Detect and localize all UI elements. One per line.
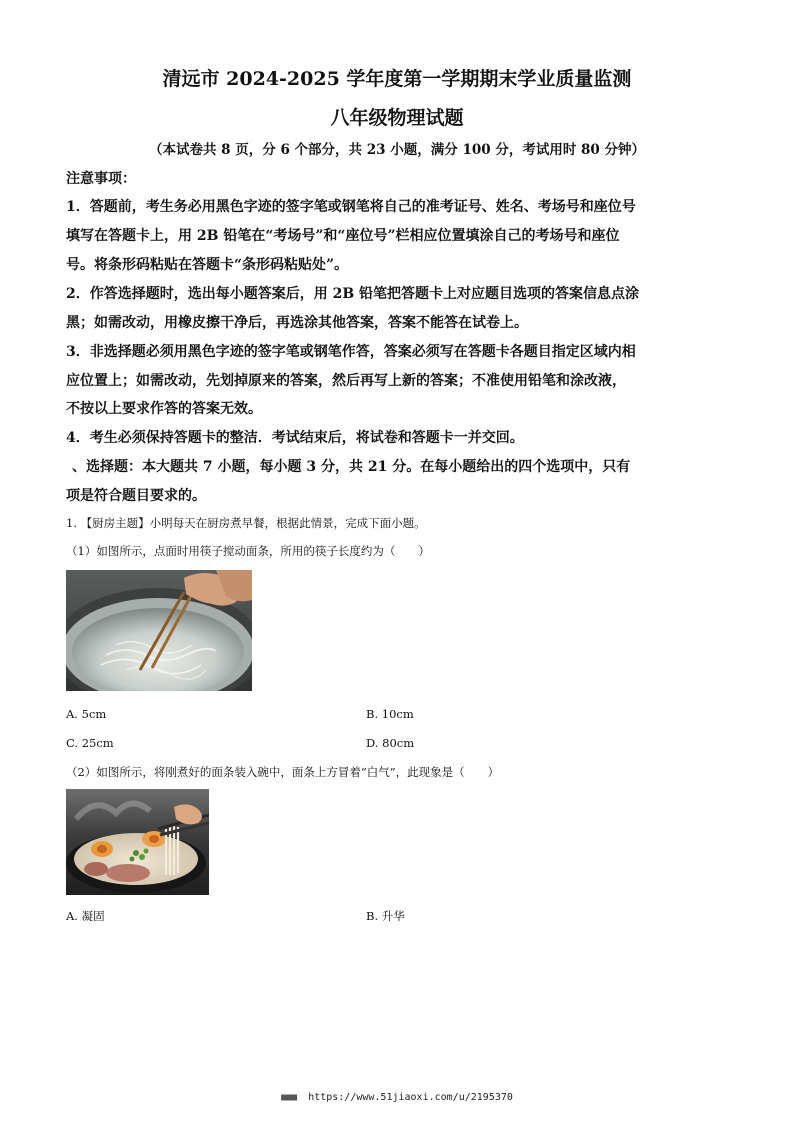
- footer-url[interactable]: https://www.51jiaoxi.com/u/2195370: [308, 1092, 513, 1103]
- question-1-stem: 1. 【厨房主题】小明每天在厨房煮早餐，根据此情景，完成下面小题。: [66, 516, 426, 530]
- exam-subtitle: 八年级物理试题: [330, 107, 464, 129]
- section-heading: 、选择题：本大题共 7 小题，每小题 3 分，共 21 分。在每小题给出的四个选项中，只有: [72, 459, 631, 475]
- option-a[interactable]: A. 凝固: [66, 909, 105, 923]
- notice-line: 号。将条形码粘贴在答题卡“条形码粘贴处”。: [66, 257, 349, 273]
- notice-line: 1．答题前，考生务必用黑色字迹的签字笔或钢笔将自己的准考证号、姓名、考场号和座位号: [66, 199, 636, 215]
- ramen-bowl-image: [66, 789, 209, 895]
- chopsticks-noodles-image: [66, 570, 252, 691]
- ramen-bowl-photo: [66, 789, 209, 895]
- option-b[interactable]: B. 升华: [366, 909, 405, 923]
- notice-line: 黑；如需改动，用橡皮擦干净后，再选涂其他答案，答案不能答在试卷上。: [66, 315, 528, 331]
- notice-line: 填写在答题卡上，用 2B 铅笔在“考场号”和“座位号”栏相应位置填涂自己的考场号和座位: [66, 228, 620, 244]
- site-logo: ■■■: [281, 1092, 297, 1103]
- option-b[interactable]: B. 10cm: [366, 707, 414, 721]
- notice-line: 4．考生必须保持答题卡的整洁．考试结束后，将试卷和答题卡一并交回。: [66, 430, 524, 446]
- notice-line: 应位置上；如需改动，先划掉原来的答案，然后再写上新的答案；不准使用铅笔和涂改液，: [66, 373, 626, 389]
- question-1-part-1-stem: （1）如图所示，点面时用筷子搅动面条，所用的筷子长度约为（ ）: [66, 544, 430, 558]
- chopsticks-noodles-photo: [66, 570, 252, 691]
- notice-line: 2．作答选择题时，选出每小题答案后，用 2B 铅笔把答题卡上对应题目选项的答案信息点涂: [66, 286, 640, 302]
- notice-line: 不按以上要求作答的答案无效。: [66, 401, 262, 417]
- exam-title: 清远市 2024-2025 学年度第一学期期末学业质量监测: [162, 68, 632, 90]
- option-c[interactable]: C. 25cm: [66, 736, 114, 750]
- option-d[interactable]: D. 80cm: [366, 736, 415, 750]
- question-1-part-2-stem: （2）如图所示，将刚煮好的面条装入碗中，面条上方冒着“白气”，此现象是（ ）: [66, 765, 500, 779]
- notice-heading: 注意事项：: [66, 171, 136, 187]
- exam-info: （本试卷共 8 页，分 6 个部分，共 23 小题，满分 100 分，考试用时 80 分钟）: [148, 142, 646, 158]
- page-footer: [0, 1092, 794, 1103]
- notice-line: 3．非选择题必须用黑色字迹的签字笔或钢笔作答，答案必须写在答题卡各题目指定区域内相: [66, 344, 636, 360]
- option-a[interactable]: A. 5cm: [66, 707, 107, 721]
- section-heading-cont: 项是符合题目要求的。: [66, 488, 206, 504]
